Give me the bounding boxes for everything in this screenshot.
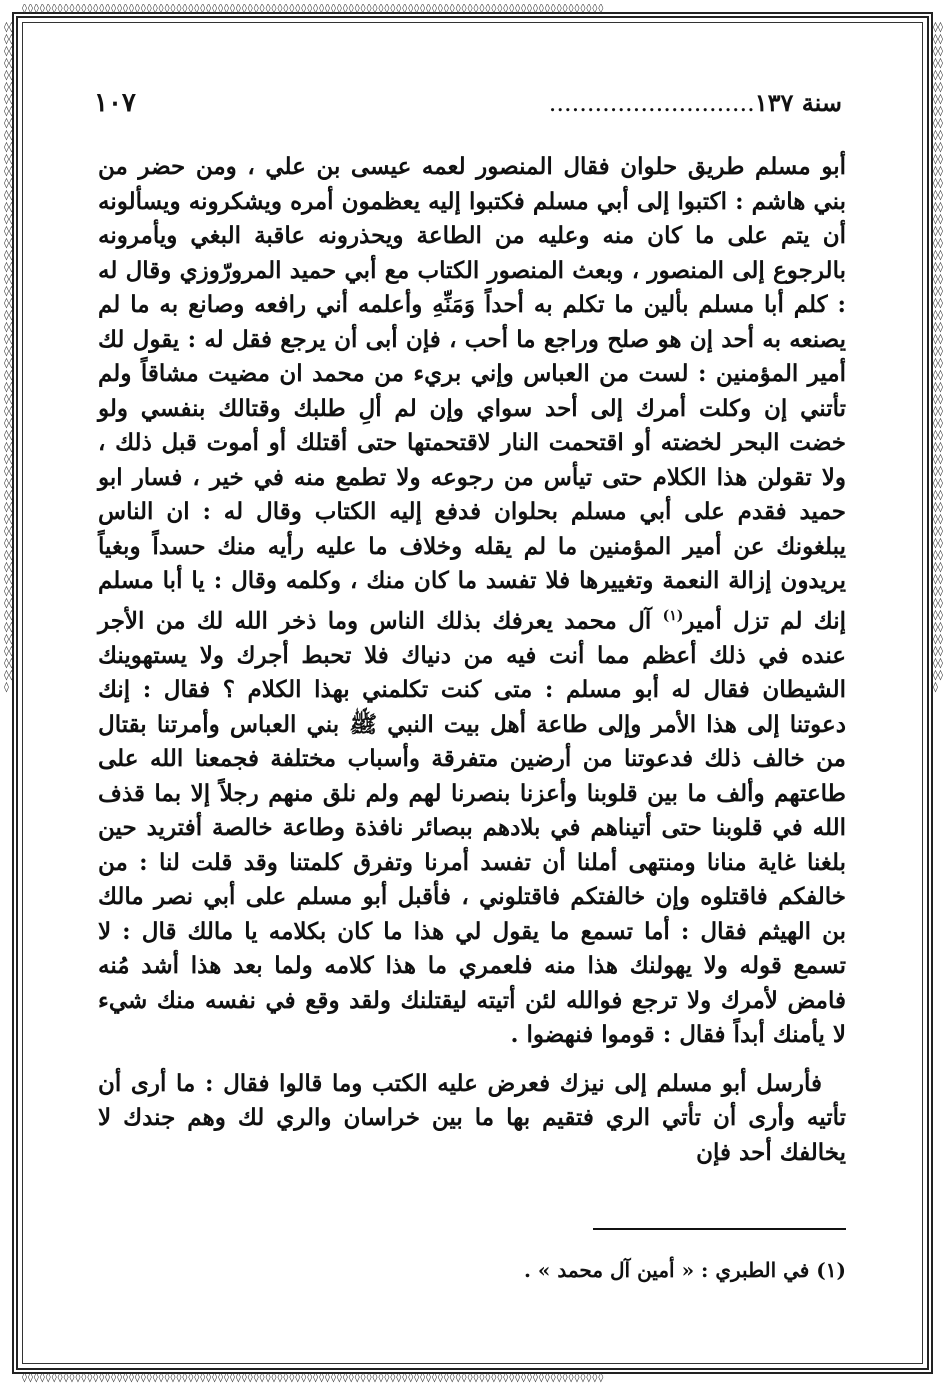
main-text [98,150,846,1170]
text-line: أفتريد حين بلغنا غاية منانا ومنتهى أملنا أن تفسد أمرنا وتفرق كلمتنا وقد قلت لنا : من [98,814,846,876]
text-line: المنصور الكتاب مع أبي حميد المرورّوزي وقال له : كلم أبا مسلم بألين ما تكلم به [98,256,847,318]
text-line: خير ، فسار ابو حميد فقدم على أبي مسلم بحلوان فدفع إليه الكتاب وقال له : ان [98,463,846,525]
text-line: آل محمد يعرفك بذلك الناس وما ذخر الله لك من الأجر عنده في ذلك أعظم [98,607,846,669]
text-line: بريء من محمد ان مضيت مشاقاً ولم تأتني إن وكلت أمرك إلى أحد سواي وإن لم ألِ [98,360,847,422]
text-line: أبو مسلم طريق حلوان فقال المنصور لعمه عيسى بن علي ، ومن حضر من بني هاشم : [98,153,847,215]
text-line: هذا منه فلعمري ما هذا كلامه ولما بعد هذا أشد مُنه فامض لأمرك ولا ترجع فوالله لئن [98,952,846,1014]
text-line: أحداً وَمَنِّهِ وأعلمه أني رافعه وصانع به ما لم يصنعه به أحد إن هو صلح وراجع ما [98,291,846,353]
text-line: أو أموت قبل ذلك ، ولا تقولن هذا الكلام حتى تيأس من رجوعه ولا تطمع منه في [98,429,846,491]
footnote-marker: (١) [662,607,684,624]
page-number: ١٠٧ [94,88,136,118]
running-title-text: سنة ١٣٧ [754,88,842,117]
text-line: مما أنت فيه من دنياك فلا تحبط أجرك ولا يستهوينك الشيطان فقال له أبو مسلم : متى [98,641,846,704]
border-ornament-left: ◊◊◊◊◊◊◊◊◊◊◊◊◊◊◊◊◊◊◊◊◊◊◊◊◊◊◊◊◊◊◊◊◊◊◊◊◊◊◊◊◊◊◊◊◊◊◊◊◊◊◊◊◊◊◊◊◊◊◊◊◊◊◊◊◊◊◊◊◊◊◊◊◊◊◊◊◊◊◊◊◊◊◊◊◊◊◊◊◊◊◊◊◊◊◊◊◊◊◊◊◊◊◊◊◊◊◊◊◊◊◊ [4,22,14,693]
text-line: أتيته ليقتلنك ولقد وقع في نفسه منك شيء لا يأمنك أبداً فقال : قوموا فنهضوا . [98,986,846,1049]
page-header [94,88,842,124]
text-line: وعليه من الطاعة ويحذرونه عاقبة البغي ويأمرونه بالرجوع إلى المنصور ، وبعث [98,222,846,284]
paragraph-1 [98,150,846,1053]
text-line: طلبك وقتالك بنفسي ولو خضت البحر لخضته أو اقتحمت النار لاقتحمتها حتى أقتلك [98,394,846,456]
text-line: الناس يبلغونك عن أمير المؤمنين ما لم يقله وخلاف ما عليه رأيه منك حسداً وبغياً [98,498,846,560]
text-line: رجلاً إلا بما قذف الله في قلوبنا حتى أتيناهم في بلادهم ببصائر نافذة وطاعة خالصة [98,779,846,842]
text-line: اكتبوا إلى أبي مسلم فكتبوا إليه يعظمون أمره ويشكرونه ويسألونه أن يتم على ما كان منه [98,187,846,249]
border-ornament-right: ◊◊◊◊◊◊◊◊◊◊◊◊◊◊◊◊◊◊◊◊◊◊◊◊◊◊◊◊◊◊◊◊◊◊◊◊◊◊◊◊◊◊◊◊◊◊◊◊◊◊◊◊◊◊◊◊◊◊◊◊◊◊◊◊◊◊◊◊◊◊◊◊◊◊◊◊◊◊◊◊◊◊◊◊◊◊◊◊◊◊◊◊◊◊◊◊◊◊◊◊◊◊◊◊◊◊◊◊◊◊◊ [933,22,943,693]
text-line: وأرى أن تأتي الري فتقيم بها ما بين خراسان والري لك وهم جندك لا يخالفك أحد فإن [98,1104,846,1166]
text-line: فقال : أما تسمع ما يقول لي هذا ما كان بكلامه يا مالك قال : لا تسمع قوله ولا يهولنك [98,917,846,980]
text-line: أحب ، فإن أبى أن يرجع فقل له : يقول لك أمير المؤمنين : لست من العباس وإني [98,325,847,387]
running-title [549,88,842,117]
leader-dots: ........................... [548,89,755,117]
text-line: كنت تكلمني بهذا الكلام ؟ فقال : إنك دعوتنا إلى هذا الأمر وإلى طاعة أهل بيت [98,676,846,738]
text-line: مختلفة فجمعنا الله على طاعتهم وألف ما بين قلوبنا وأعزنا بنصرنا لهم ولم نلق منهم [98,745,846,807]
text-line: يريدون إزالة النعمة وتغييرها فلا تفسد ما كان منك ، وكلمه وقال : يا أبا مسلم إنك لم [98,567,846,635]
text-line: فأرسل أبو مسلم إلى نيزك فعرض عليه الكتب وما قالوا فقال : ما أرى أن تأتيه [98,1069,847,1132]
text-line: تزل أمير [683,607,769,635]
border-ornament-top: ◊◊◊◊◊◊◊◊◊◊◊◊◊◊◊◊◊◊◊◊◊◊◊◊◊◊◊◊◊◊◊◊◊◊◊◊◊◊◊◊◊◊◊◊◊◊◊◊◊◊◊◊◊◊◊◊◊◊◊◊◊◊◊◊◊◊◊◊◊◊◊◊◊◊◊◊◊◊◊◊◊◊◊◊◊◊◊◊◊◊◊◊◊◊◊◊◊◊ [22,4,605,14]
paragraph-2 [98,1067,846,1171]
text-line: خالفكم فاقتلوه وإن خالفتكم فاقتلوني ، فأقبل أبو مسلم على أبي نصر مالك بن الهيثم [98,883,847,945]
footnote: (١) في الطبري : « أمين آل محمد » . [523,1258,846,1282]
border-ornament-bottom: ◊◊◊◊◊◊◊◊◊◊◊◊◊◊◊◊◊◊◊◊◊◊◊◊◊◊◊◊◊◊◊◊◊◊◊◊◊◊◊◊◊◊◊◊◊◊◊◊◊◊◊◊◊◊◊◊◊◊◊◊◊◊◊◊◊◊◊◊◊◊◊◊◊◊◊◊◊◊◊◊◊◊◊◊◊◊◊◊◊◊◊◊◊◊◊◊◊◊ [22,1373,605,1383]
text-line: النبي ﷺ بني العباس وأمرتنا بقتال من خالف ذلك فدعوتنا من أرضين متفرقة وأسباب [98,710,846,773]
footnote-separator [593,1228,846,1230]
